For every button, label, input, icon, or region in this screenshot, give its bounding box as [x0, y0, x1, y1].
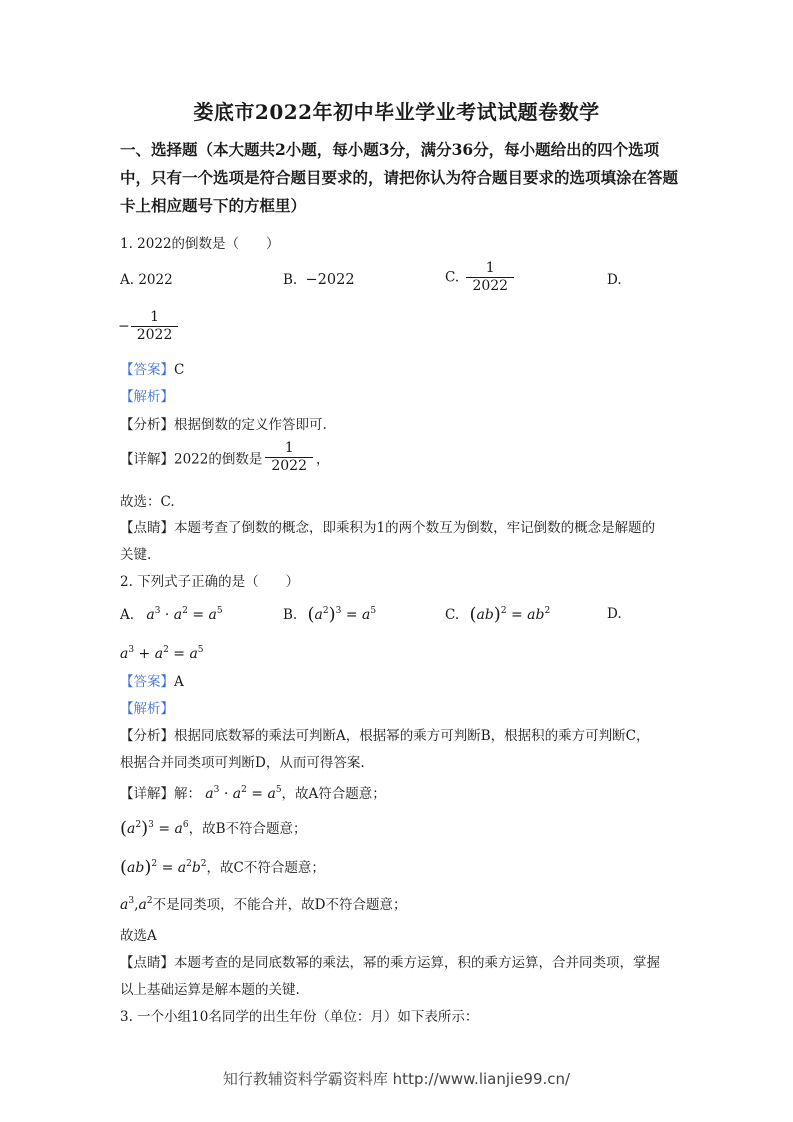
q2-option-d-formula	[120, 645, 204, 662]
xiangjie-fraction	[265, 440, 313, 475]
q2-xiangjie-line1	[120, 782, 386, 802]
dianjing-text: 本题考查的是同底数幂的乘法，幂的乘方运算，积的乘方运算，合并同类项，掌握	[174, 955, 660, 971]
xiangjie-text: 解：	[174, 786, 201, 802]
q2-answer	[120, 670, 184, 690]
dianjing-text: 本题考查了倒数的概念，即乘积为1的两个数互为倒数，牢记倒数的概念是解题的	[174, 520, 656, 536]
negative-sign: −	[118, 318, 130, 335]
q2-fenxi-line1	[120, 724, 650, 744]
answer-tag: 【答案】	[120, 362, 174, 378]
q1-option-d-label: D.	[607, 272, 622, 288]
q2-xiangjie-line3	[120, 856, 325, 878]
q2-option-c-formula: $(ab)^2 = ab^2$	[469, 604, 551, 625]
q1-dianjing-line1	[120, 516, 655, 536]
page-title: 娄底市2022年初中毕业学业考试试题卷数学	[193, 100, 600, 124]
fraction-denominator: 2022	[466, 277, 514, 295]
footer-watermark: 知行教辅资料学霸资料库 http://www.lianjie99.cn/	[222, 1070, 571, 1088]
fraction-numerator: 1	[150, 309, 160, 325]
q2-option-b-label: B.	[283, 607, 298, 623]
q1-xiangjie	[120, 440, 330, 475]
q2-option-a-label: A.	[120, 607, 135, 623]
q2-analysis-tag: 【解析】	[120, 701, 174, 717]
formula-line1: $a^3 \cdot a^2 = a^5$	[205, 785, 282, 802]
fraction-numerator: 1	[284, 440, 294, 456]
q1-option-b-value: −2022	[305, 272, 355, 288]
fraction-denominator: 2022	[265, 457, 313, 475]
q1-option-c-fraction	[466, 260, 514, 295]
answer-tag: 【答案】	[120, 674, 174, 690]
q1-stem: 1. 2022的倒数是（ ）	[120, 236, 280, 252]
q1-fenxi	[120, 413, 327, 433]
q1-option-d-fraction	[131, 309, 179, 344]
q2-option-a-formula: $a^3 \cdot a^2 = a^5$	[146, 606, 223, 623]
dianjing-tag: 【点睛】	[120, 955, 174, 971]
line4-conclusion: 不是同类项，不能合并，故D不符合题意；	[152, 897, 407, 913]
dianjing-tag: 【点睛】	[120, 520, 174, 536]
xiangjie-text: 2022的倒数是	[174, 451, 263, 468]
q2-option-c-label: C.	[445, 607, 460, 623]
q2-dianjing-line2: 以上基础运算是解本题的关键.	[120, 982, 300, 998]
formula-a3-plus-a2: $a^3 + a^2 = a^5$	[120, 645, 204, 662]
q1-answer	[120, 358, 184, 378]
xiangjie-comma: ，	[316, 451, 330, 468]
q3-stem: 3. 一个小组10名同学的出生年份（单位：月）如下表所示：	[120, 1009, 479, 1025]
line3-conclusion: ，故C不符合题意；	[206, 860, 325, 876]
q2-option-d-label: D.	[607, 606, 622, 622]
q1-option-c	[445, 260, 517, 295]
q2-option-b	[283, 604, 376, 625]
q1-option-a: A. 2022	[120, 272, 173, 288]
formula-line2: $(a^2)^3 = a^6$	[120, 818, 189, 839]
q1-dianjing-line2: 关键.	[120, 547, 152, 563]
q1-option-b	[283, 272, 355, 288]
line2-conclusion: ，故B不符合题意；	[188, 821, 307, 837]
q1-option-c-label: C.	[445, 269, 460, 286]
q2-option-c	[445, 604, 550, 625]
fraction-denominator: 2022	[131, 326, 179, 344]
q1-choose: 故选：C.	[120, 494, 175, 510]
q2-option-a	[120, 606, 223, 623]
q1-option-b-label: B.	[283, 272, 298, 288]
xiangjie-tag: 【详解】	[120, 786, 174, 802]
q2-fenxi-line2: 根据合并同类项可判断D，从而可得答案.	[120, 755, 365, 771]
section-heading: 一、选择题（本大题共2小题，每小题3分，满分36分，每小题给出的四个选项中，只有一个选项是符合题目要求的，请把你认为符合题目要求的选项填涂在答题卡上相应题号下的方框里）	[120, 140, 679, 215]
answer-value: C	[174, 362, 185, 378]
line1-conclusion: ，故A符合题意；	[281, 786, 386, 802]
q2-choose: 故选A	[120, 928, 157, 944]
q1-analysis-tag: 【解析】	[120, 389, 174, 405]
q2-option-b-formula: $(a^2)^3 = a^5$	[307, 604, 377, 625]
q2-xiangjie-line2	[120, 817, 307, 839]
q2-xiangjie-line4	[120, 893, 406, 913]
fraction-numerator: 1	[485, 260, 495, 276]
formula-line3: $(ab)^2 = a^2b^2$	[120, 857, 207, 878]
answer-value: A	[174, 674, 184, 690]
xiangjie-tag: 【详解】	[120, 451, 174, 468]
fenxi-tag: 【分析】	[120, 728, 174, 744]
fenxi-tag: 【分析】	[120, 417, 174, 433]
q2-dianjing-line1	[120, 951, 660, 971]
fenxi-text: 根据倒数的定义作答即可.	[174, 417, 327, 433]
q1-option-d-value	[118, 309, 181, 344]
q2-stem: 2. 下列式子正确的是（ ）	[120, 574, 300, 590]
fenxi-text: 根据同底数幂的乘法可判断A，根据幂的乘方可判断B，根据积的乘方可判断C，	[174, 728, 650, 744]
formula-line4: $a^3,a^2$	[120, 896, 153, 913]
